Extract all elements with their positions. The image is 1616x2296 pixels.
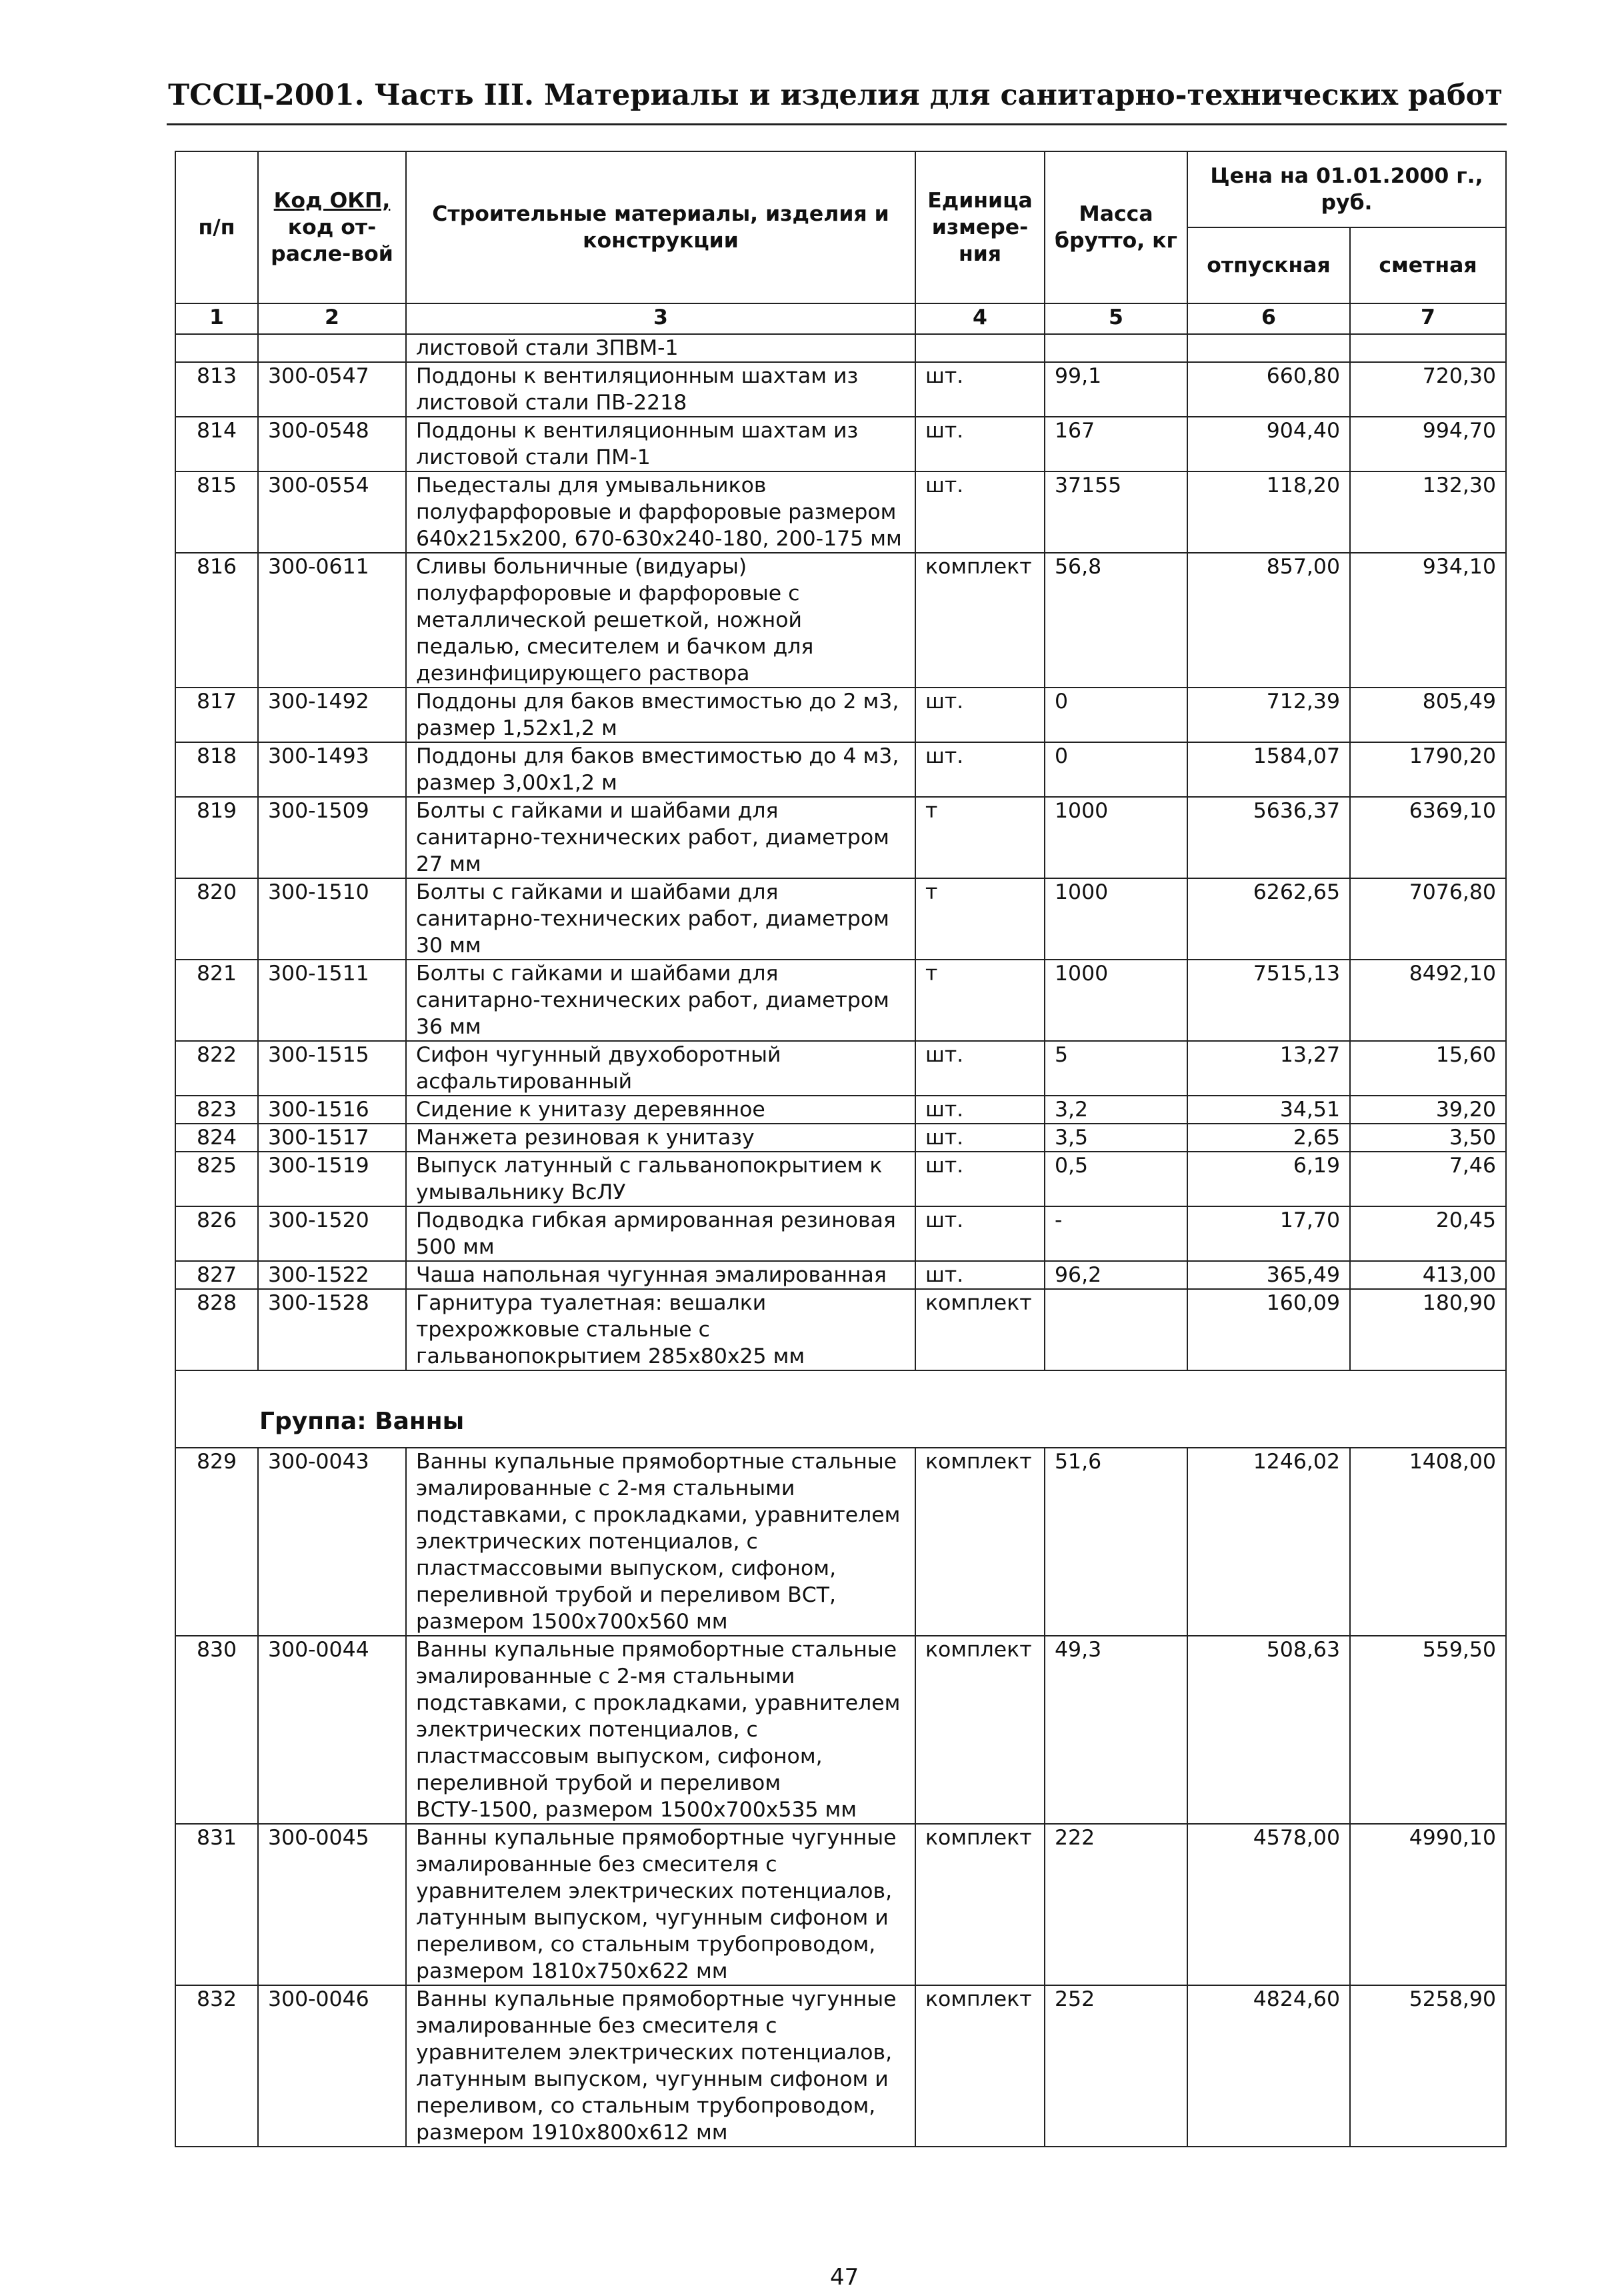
row-price-estimate: 7,46 <box>1350 1152 1506 1206</box>
row-price-estimate: 39,20 <box>1350 1096 1506 1124</box>
table-row <box>175 1289 1506 1370</box>
group-label: Группа: Ванны <box>175 1370 1506 1448</box>
materials-price-table <box>175 151 1507 2147</box>
row-price-estimate: 7076,80 <box>1350 878 1506 960</box>
header-mass: Масса брутто, кг <box>1045 151 1187 303</box>
page-header-title: ТССЦ-2001. Часть III. Материалы и изделия для санитарно-технических работ <box>168 79 1503 112</box>
row-okp-code: 300-1511 <box>258 960 406 1041</box>
row-okp-code: 300-1522 <box>258 1261 406 1289</box>
row-material-name: Поддоны к вентиляционным шахтам из листовой стали ПВ-2218 <box>406 362 915 417</box>
row-okp-code: 300-1528 <box>258 1289 406 1370</box>
row-price-release: 5636,37 <box>1187 797 1350 878</box>
row-price-estimate: 5258,90 <box>1350 1985 1506 2147</box>
row-price-estimate: 15,60 <box>1350 1041 1506 1096</box>
column-number: 1 <box>175 303 258 334</box>
row-okp-code: 300-1510 <box>258 878 406 960</box>
table-row <box>175 688 1506 742</box>
row-material-name: Болты с гайками и шайбами для санитарно-технических работ, диаметром 36 мм <box>406 960 915 1041</box>
column-number: 3 <box>406 303 915 334</box>
row-okp-code: 300-1509 <box>258 797 406 878</box>
row-number: 815 <box>175 471 258 553</box>
row-mass: 51,6 <box>1045 1448 1187 1636</box>
row-number: 820 <box>175 878 258 960</box>
row-unit: т <box>915 878 1045 960</box>
row-price-release: 4578,00 <box>1187 1824 1350 1985</box>
row-mass: 1000 <box>1045 960 1187 1041</box>
row-price-release: 4824,60 <box>1187 1985 1350 2147</box>
header-name: Строительные материалы, изделия и конструкции <box>406 151 915 303</box>
row-unit: шт. <box>915 1124 1045 1152</box>
row-material-name: Сидение к унитазу деревянное <box>406 1096 915 1124</box>
header-code <box>258 151 406 303</box>
row-okp-code: 300-1516 <box>258 1096 406 1124</box>
row-unit: шт. <box>915 362 1045 417</box>
table-row <box>175 960 1506 1041</box>
row-material-name: Болты с гайками и шайбами для санитарно-технических работ, диаметром 30 мм <box>406 878 915 960</box>
row-unit: шт. <box>915 1206 1045 1261</box>
header-unit: Единица измере-ния <box>915 151 1045 303</box>
header-price: Цена на 01.01.2000 г., руб. <box>1187 151 1506 227</box>
row-okp-code: 300-0043 <box>258 1448 406 1636</box>
row-price-release: 2,65 <box>1187 1124 1350 1152</box>
row-price-release: 904,40 <box>1187 417 1350 471</box>
row-number: 825 <box>175 1152 258 1206</box>
row-mass: 0 <box>1045 742 1187 797</box>
row-mass <box>1045 1289 1187 1370</box>
column-number: 4 <box>915 303 1045 334</box>
row-okp-code: 300-1520 <box>258 1206 406 1261</box>
row-material-name: Сифон чугунный двухоборотный асфальтированный <box>406 1041 915 1096</box>
header-code-okp: Код ОКП, <box>273 189 391 213</box>
row-number: 828 <box>175 1289 258 1370</box>
column-number: 7 <box>1350 303 1506 334</box>
row-mass: 1000 <box>1045 878 1187 960</box>
column-number: 6 <box>1187 303 1350 334</box>
row-mass: 5 <box>1045 1041 1187 1096</box>
row-material-name: Сливы больничные (видуары) полуфарфоровые и фарфоровые с металлической решеткой, ножной педалью, смесителем и бачком для дезинфицирующего раствора <box>406 553 915 688</box>
row-price-estimate: 994,70 <box>1350 417 1506 471</box>
row-okp-code: 300-0611 <box>258 553 406 688</box>
row-mass: 96,2 <box>1045 1261 1187 1289</box>
row-number: 827 <box>175 1261 258 1289</box>
row-number: 821 <box>175 960 258 1041</box>
row-price-estimate: 1790,20 <box>1350 742 1506 797</box>
row-okp-code: 300-1493 <box>258 742 406 797</box>
column-number: 2 <box>258 303 406 334</box>
table-header-row <box>175 151 1506 227</box>
row-number: 823 <box>175 1096 258 1124</box>
row-mass: 49,3 <box>1045 1636 1187 1824</box>
row-price-release: 712,39 <box>1187 688 1350 742</box>
row-mass: 99,1 <box>1045 362 1187 417</box>
table-row <box>175 553 1506 688</box>
row-number: 831 <box>175 1824 258 1985</box>
table-row <box>175 471 1506 553</box>
row-number: 816 <box>175 553 258 688</box>
row-material-name: Выпуск латунный с гальванопокрытием к умывальнику ВсЛУ <box>406 1152 915 1206</box>
row-okp-code: 300-1517 <box>258 1124 406 1152</box>
row-unit: т <box>915 960 1045 1041</box>
table-row <box>175 1096 1506 1124</box>
row-price-estimate: 413,00 <box>1350 1261 1506 1289</box>
row-unit: комплект <box>915 1636 1045 1824</box>
row-unit: шт. <box>915 1041 1045 1096</box>
row-number: 818 <box>175 742 258 797</box>
row-mass: 1000 <box>1045 797 1187 878</box>
row-unit: шт. <box>915 688 1045 742</box>
table-row <box>175 1124 1506 1152</box>
row-mass: 252 <box>1045 1985 1187 2147</box>
row-mass: 37155 <box>1045 471 1187 553</box>
page-number: 47 <box>830 2264 859 2291</box>
header-price-release: отпускная <box>1187 227 1350 303</box>
table-group-section <box>175 1370 1506 1448</box>
row-material-name: Поддоны к вентиляционным шахтам из листовой стали ПМ-1 <box>406 417 915 471</box>
row-mass: 56,8 <box>1045 553 1187 688</box>
table-row <box>175 1636 1506 1824</box>
row-unit: шт. <box>915 417 1045 471</box>
table-row <box>175 797 1506 878</box>
row-material-name: Ванны купальные прямобортные чугунные эмалированные без смесителя с уравнителем электрических потенциалов, латунным выпуском, чугунным сифоном и переливом, со стальным трубопроводом, размером 1810x750x622 мм <box>406 1824 915 1985</box>
table-row <box>175 362 1506 417</box>
row-price-release: 660,80 <box>1187 362 1350 417</box>
header-price-estimate: сметная <box>1350 227 1506 303</box>
row-mass: 0,5 <box>1045 1152 1187 1206</box>
header-divider <box>167 123 1507 125</box>
column-number-row <box>175 303 1506 334</box>
row-unit: комплект <box>915 553 1045 688</box>
row-number: 824 <box>175 1124 258 1152</box>
row-price-release: 1584,07 <box>1187 742 1350 797</box>
row-price-estimate: 3,50 <box>1350 1124 1506 1152</box>
row-unit: комплект <box>915 1824 1045 1985</box>
row-unit: шт. <box>915 1096 1045 1124</box>
row-price-estimate: 1408,00 <box>1350 1448 1506 1636</box>
row-price-estimate: 20,45 <box>1350 1206 1506 1261</box>
row-price-release: 7515,13 <box>1187 960 1350 1041</box>
row-price-release: 34,51 <box>1187 1096 1350 1124</box>
row-unit: шт. <box>915 742 1045 797</box>
row-price-release: 13,27 <box>1187 1041 1350 1096</box>
row-price-estimate: 132,30 <box>1350 471 1506 553</box>
row-mass: 3,5 <box>1045 1124 1187 1152</box>
row-material-name: Ванны купальные прямобортные стальные эмалированные с 2-мя стальными подставками, с прокладками, уравнителем электрических потенциалов, с пластмассовыми выпуском, сифоном, переливной трубой и переливом ВСТ, размером 1500x700x560 мм <box>406 1448 915 1636</box>
row-price-estimate: 559,50 <box>1350 1636 1506 1824</box>
row-material-name: Ванны купальные прямобортные чугунные эмалированные без смесителя с уравнителем электрических потенциалов, латунным выпуском, чугунным сифоном и переливом, со стальным трубопроводом, размером 1910x800x612 мм <box>406 1985 915 2147</box>
table-row <box>175 1261 1506 1289</box>
row-okp-code: 300-0045 <box>258 1824 406 1985</box>
row-material-name: Поддоны для баков вместимостью до 2 м3, размер 1,52x1,2 м <box>406 688 915 742</box>
row-number: 819 <box>175 797 258 878</box>
continuation-text: листовой стали ЗПВМ-1 <box>406 334 915 362</box>
row-material-name: Поддоны для баков вместимостью до 4 м3, размер 3,00x1,2 м <box>406 742 915 797</box>
table-row <box>175 1448 1506 1636</box>
row-price-release: 160,09 <box>1187 1289 1350 1370</box>
table-body-sanitary <box>175 334 1506 1370</box>
row-number: 830 <box>175 1636 258 1824</box>
table-row <box>175 1985 1506 2147</box>
row-okp-code: 300-0046 <box>258 1985 406 2147</box>
row-unit: шт. <box>915 471 1045 553</box>
row-okp-code: 300-1492 <box>258 688 406 742</box>
row-price-release: 118,20 <box>1187 471 1350 553</box>
row-mass: - <box>1045 1206 1187 1261</box>
table-row <box>175 417 1506 471</box>
row-price-estimate: 720,30 <box>1350 362 1506 417</box>
continuation-row <box>175 334 1506 362</box>
row-price-estimate: 8492,10 <box>1350 960 1506 1041</box>
header-pp: п/п <box>175 151 258 303</box>
row-price-release: 365,49 <box>1187 1261 1350 1289</box>
table-row <box>175 1152 1506 1206</box>
table-row <box>175 878 1506 960</box>
row-unit: комплект <box>915 1289 1045 1370</box>
row-okp-code: 300-0044 <box>258 1636 406 1824</box>
row-okp-code: 300-0547 <box>258 362 406 417</box>
row-material-name: Ванны купальные прямобортные стальные эмалированные с 2-мя стальными подставками, с прокладками, уравнителем электрических потенциалов, с пластмассовым выпуском, сифоном, переливной трубой и переливом ВСТУ-1500, размером 1500x700x535 мм <box>406 1636 915 1824</box>
row-price-estimate: 180,90 <box>1350 1289 1506 1370</box>
row-number: 813 <box>175 362 258 417</box>
row-price-estimate: 6369,10 <box>1350 797 1506 878</box>
group-row <box>175 1370 1506 1448</box>
table-row <box>175 742 1506 797</box>
row-okp-code: 300-0554 <box>258 471 406 553</box>
row-price-release: 6262,65 <box>1187 878 1350 960</box>
row-mass: 3,2 <box>1045 1096 1187 1124</box>
row-mass: 167 <box>1045 417 1187 471</box>
row-material-name: Пьедесталы для умывальников полуфарфоровые и фарфоровые размером 640x215x200, 670-630x240-180, 200-175 мм <box>406 471 915 553</box>
row-price-release: 6,19 <box>1187 1152 1350 1206</box>
row-mass: 222 <box>1045 1824 1187 1985</box>
row-number: 814 <box>175 417 258 471</box>
row-number: 826 <box>175 1206 258 1261</box>
row-okp-code: 300-0548 <box>258 417 406 471</box>
row-number: 829 <box>175 1448 258 1636</box>
row-mass: 0 <box>1045 688 1187 742</box>
row-unit: шт. <box>915 1261 1045 1289</box>
row-price-release: 508,63 <box>1187 1636 1350 1824</box>
row-price-release: 1246,02 <box>1187 1448 1350 1636</box>
row-okp-code: 300-1519 <box>258 1152 406 1206</box>
row-material-name: Подводка гибкая армированная резиновая 500 мм <box>406 1206 915 1261</box>
row-number: 817 <box>175 688 258 742</box>
row-unit: шт. <box>915 1152 1045 1206</box>
row-unit: комплект <box>915 1448 1045 1636</box>
row-material-name: Чаша напольная чугунная эмалированная <box>406 1261 915 1289</box>
row-price-estimate: 805,49 <box>1350 688 1506 742</box>
row-number: 822 <box>175 1041 258 1096</box>
table-body-baths <box>175 1448 1506 2147</box>
row-material-name: Гарнитура туалетная: вешалки трехрожковые стальные с гальванопокрытием 285x80x25 мм <box>406 1289 915 1370</box>
header-code-branch: код от-расле-вой <box>271 215 393 266</box>
column-number: 5 <box>1045 303 1187 334</box>
row-unit: комплект <box>915 1985 1045 2147</box>
row-material-name: Манжета резиновая к унитазу <box>406 1124 915 1152</box>
row-price-estimate: 934,10 <box>1350 553 1506 688</box>
row-price-release: 857,00 <box>1187 553 1350 688</box>
row-material-name: Болты с гайками и шайбами для санитарно-технических работ, диаметром 27 мм <box>406 797 915 878</box>
row-number: 832 <box>175 1985 258 2147</box>
row-price-estimate: 4990,10 <box>1350 1824 1506 1985</box>
table-row <box>175 1824 1506 1985</box>
table-row <box>175 1206 1506 1261</box>
row-price-release: 17,70 <box>1187 1206 1350 1261</box>
row-okp-code: 300-1515 <box>258 1041 406 1096</box>
table-row <box>175 1041 1506 1096</box>
row-unit: т <box>915 797 1045 878</box>
